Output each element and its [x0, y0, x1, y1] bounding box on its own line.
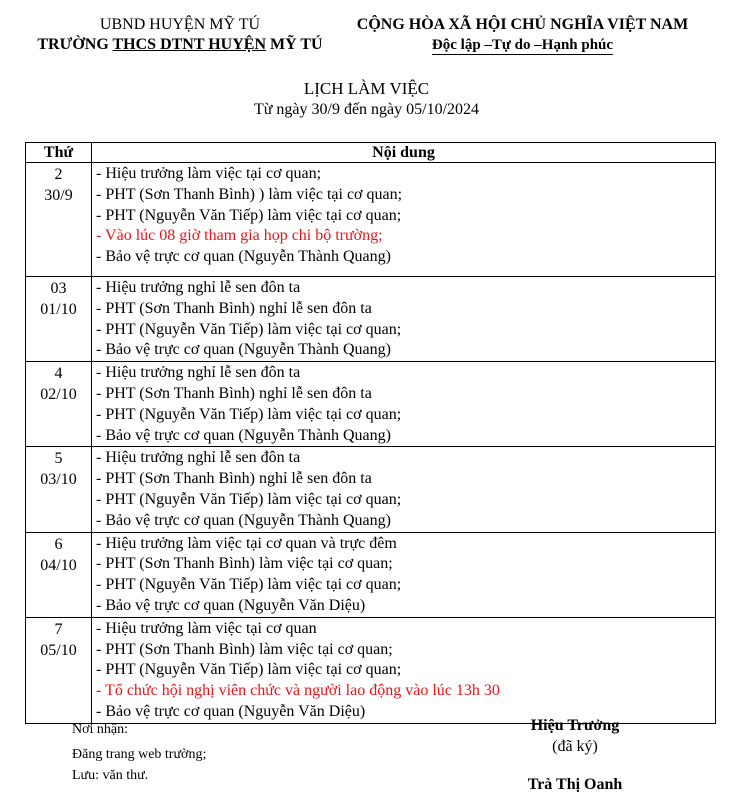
issuer-school-underlined: THCS DTNT HUYỆN: [112, 36, 267, 53]
schedule-content-cell: [92, 362, 716, 447]
schedule-line: - PHT (Nguyễn Văn Tiếp) làm việc tại cơ quan;: [96, 206, 402, 224]
schedule-highlight-line: - Tổ chức hội nghị viên chức và người lao động vào lúc 13h 30: [96, 682, 500, 700]
schedule-date: 04/10: [40, 556, 77, 574]
schedule-line: - PHT (Nguyễn Văn Tiếp) làm việc tại cơ quan;: [96, 320, 402, 338]
schedule-line: - Hiệu trưởng làm việc tại cơ quan;: [96, 165, 322, 182]
weekday-number: 2: [54, 166, 63, 183]
schedule-line: - Bảo vệ trực cơ quan (Nguyễn Thành Quang): [96, 426, 391, 444]
schedule-day-cell: [26, 532, 92, 617]
weekday-number: 5: [54, 450, 63, 468]
schedule-row: [26, 277, 716, 362]
schedule-line: - PHT (Nguyễn Văn Tiếp) làm việc tại cơ quan;: [96, 576, 402, 594]
schedule-line: - Hiệu trưởng làm việc tại cơ quan: [96, 619, 317, 637]
schedule-line: - PHT (Nguyễn Văn Tiếp) làm việc tại cơ quan;: [96, 405, 402, 423]
schedule-line: - PHT (Sơn Thanh Bình) làm việc tại cơ quan;: [96, 640, 393, 658]
schedule-content-cell: [92, 277, 716, 362]
weekday-number: 7: [54, 620, 63, 638]
document-title: LỊCH LÀM VIỆC: [303, 79, 430, 98]
schedule-line: - PHT (Nguyễn Văn Tiếp) làm việc tại cơ quan;: [96, 490, 402, 508]
signer-name: Trà Thị Oanh: [527, 776, 623, 793]
schedule-row: [26, 362, 716, 447]
schedule-content-cell: [92, 617, 716, 723]
schedule-line: - PHT (Sơn Thanh Bình) làm việc tại cơ quan;: [96, 555, 393, 573]
issuer-school-prefix: TRƯỜNG: [37, 36, 113, 53]
schedule-line: - Bảo vệ trực cơ quan (Nguyễn Thành Quang): [96, 511, 391, 529]
schedule-line: - PHT (Sơn Thanh Bình) nghỉ lễ sen đôn ta: [96, 384, 372, 402]
national-motto: [330, 35, 715, 55]
country-name: CỘNG HÒA XÃ HỘI CHỦ NGHĨA VIỆT NAM: [356, 16, 689, 33]
schedule-table: [25, 142, 716, 724]
recipient-item: Lưu: văn thư.: [72, 768, 149, 783]
issuer-school-suffix: MỸ TÚ: [266, 36, 323, 53]
recipients-label: Nơi nhận:: [72, 722, 129, 737]
schedule-line: - Bảo vệ trực cơ quan (Nguyễn Thành Quang): [96, 248, 391, 266]
schedule-row: [26, 532, 716, 617]
schedule-content-cell: [92, 532, 716, 617]
recipients-block: [72, 719, 206, 786]
schedule-line: - Bảo vệ trực cơ quan (Nguyễn Thành Quang): [96, 341, 391, 359]
document-subtitle: Từ ngày 30/9 đến ngày 05/10/2024: [253, 101, 480, 118]
schedule-line: - Hiệu trưởng nghỉ lễ sen đôn ta: [96, 364, 301, 382]
weekday-number: 03: [50, 280, 67, 297]
schedule-day-cell: [26, 447, 92, 532]
schedule-row: [26, 617, 716, 723]
national-motto-block: [330, 15, 715, 55]
signature-block: [480, 716, 670, 795]
schedule-content-cell: [92, 447, 716, 532]
schedule-body: [26, 163, 716, 724]
schedule-line: - PHT (Sơn Thanh Bình) nghỉ lễ sen đôn ta: [96, 299, 372, 317]
schedule-day-cell: [26, 277, 92, 362]
signer-title: Hiệu Trưởng: [530, 717, 620, 734]
recipient-item: Đăng trang web trường;: [72, 747, 207, 762]
schedule-header-row: [26, 143, 716, 163]
column-header-content: Nội dung: [92, 143, 716, 163]
schedule-line: - Bảo vệ trực cơ quan (Nguyễn Văn Diệu): [96, 702, 366, 720]
issuer-authority: UBND HUYỆN MỸ TÚ: [99, 16, 261, 33]
schedule-line: - Hiệu trưởng làm việc tại cơ quan và trực đêm: [96, 534, 397, 552]
column-header-day: Thứ: [26, 143, 92, 163]
schedule-line: - PHT (Sơn Thanh Bình) nghỉ lễ sen đôn ta: [96, 470, 372, 488]
schedule-date: 05/10: [40, 641, 77, 659]
weekday-number: 4: [54, 365, 63, 383]
weekday-number: 6: [54, 535, 63, 553]
schedule-row: [26, 447, 716, 532]
schedule-line: - Hiệu trưởng nghỉ lễ sen đôn ta: [96, 279, 301, 296]
schedule-line: - PHT (Nguyễn Văn Tiếp) làm việc tại cơ quan;: [96, 661, 402, 679]
schedule-date: 03/10: [40, 471, 77, 489]
schedule-date: 30/9: [44, 187, 73, 204]
issuer-block: [30, 15, 330, 55]
schedule-day-cell: [26, 163, 92, 277]
schedule-day-cell: [26, 617, 92, 723]
schedule-row: [26, 163, 716, 277]
schedule-line: - Hiệu trưởng nghỉ lễ sen đôn ta: [96, 449, 301, 467]
schedule-highlight-line: - Vào lúc 08 giờ tham gia họp chi bộ trường;: [96, 227, 383, 245]
schedule-day-cell: [26, 362, 92, 447]
schedule-line: - PHT (Sơn Thanh Bình) ) làm việc tại cơ quan;: [96, 185, 403, 203]
schedule-line: - Bảo vệ trực cơ quan (Nguyễn Văn Diệu): [96, 596, 366, 614]
schedule-date: 02/10: [40, 386, 77, 404]
signature-note: (đã ký): [552, 738, 598, 755]
schedule-date: 01/10: [40, 301, 77, 318]
national-motto-text: Độc lập –Tự do –Hạnh phúc: [431, 37, 614, 53]
issuer-school: [30, 35, 330, 55]
schedule-content-cell: [92, 163, 716, 277]
